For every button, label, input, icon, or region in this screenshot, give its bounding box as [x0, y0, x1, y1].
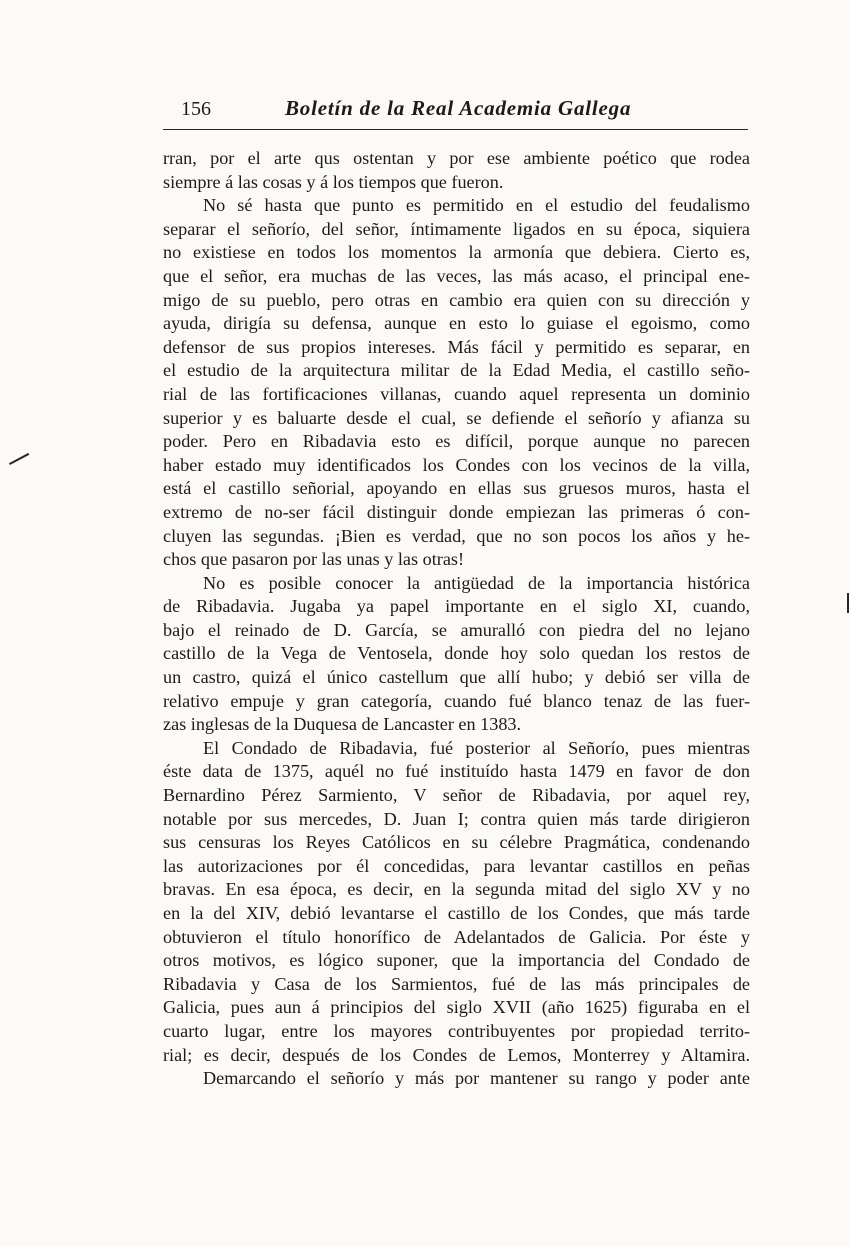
text-line: No sé hasta que punto es permitido en el estudio del feudalismo [203, 195, 750, 216]
text-line: siempre á las cosas y á los tiempos que fueron. [163, 171, 504, 192]
text-line: extremo de no-ser fácil distinguir donde empiezan las primeras ó con- [163, 501, 750, 522]
text-line: Galicia, pues aun á principios del siglo XVII (año 1625) figuraba en el [163, 997, 750, 1018]
text-line: rran, por el arte qus ostentan y por ese ambiente poético que rodea [163, 148, 750, 168]
text-line: bravas. En esa época, es decir, en la segunda mitad del siglo XV y no [163, 879, 750, 900]
text-line: de Ribadavia. Jugaba ya papel importante en el siglo XI, cuando, [163, 596, 750, 617]
text-line: otros motivos, es lógico suponer, que la importancia del Condado de [163, 950, 750, 971]
text-line: rial de las fortificaciones villanas, cuando aquel representa un dominio [163, 383, 750, 404]
text-line: Demarcando el señorío y más por mantener su rango y poder ante [203, 1068, 750, 1089]
text-line: chos que pasaron por las unas y las otras! [163, 549, 465, 570]
text-line: cluyen las segundas. ¡Bien es verdad, que no son pocos los años y he- [163, 525, 750, 546]
journal-title: Boletín de la Real Academia Gallega [285, 96, 632, 120]
text-line: el estudio de la arquitectura militar de la Edad Media, el castillo seño- [163, 360, 750, 381]
text-line: en la del XIV, debió levantarse el castillo de los Condes, que más tarde [163, 903, 750, 923]
text-line: No es posible conocer la antigüedad de la importancia histórica [203, 572, 750, 593]
text-line: está el castillo señorial, apoyando en ellas sus gruesos muros, hasta el [163, 478, 750, 499]
text-line: no existiese en todos los momentos la armonía que debiera. Cierto es, [163, 242, 750, 263]
margin-mark-left [9, 453, 29, 465]
text-line: haber estado muy identificados los Condes con los vecinos de la villa, [163, 454, 750, 475]
text-line: migo de su pueblo, pero otras en cambio era quien con su dirección y [163, 289, 750, 310]
text-line: que el señor, era muchas de las veces, las más acaso, el principal ene- [163, 265, 750, 286]
text-line: Bernardino Pérez Sarmiento, V señor de Ribadavia, por aquel rey, [163, 785, 750, 806]
text-line: defensor de sus propios intereses. Más fácil y permitido es separar, en [163, 336, 750, 357]
text-line: obtuvieron el título honorífico de Adelantados de Galicia. Por éste y [163, 926, 750, 947]
text-line: notable por sus mercedes, D. Juan I; contra quien más tarde dirigieron [163, 808, 750, 829]
text-line: El Condado de Ribadavia, fué posterior al Señorío, pues mientras [203, 737, 750, 758]
text-line: separar el señorío, del señor, íntimamente ligados en su época, siquiera [163, 218, 750, 239]
page-number: 156 [181, 98, 211, 120]
text-line: cuarto lugar, entre los mayores contribuyentes por propiedad territo- [163, 1020, 750, 1041]
body-text [163, 147, 750, 1091]
header-rule [163, 129, 748, 130]
text-line: bajo el reinado de D. García, se amuralló con piedra del no lejano [163, 619, 750, 640]
text-line: relativo empuje y gran categoría, cuando fué blanco tenaz de las fuer- [163, 690, 750, 711]
text-line: Ribadavia y Casa de los Sarmientos, fué de las más principales de [163, 973, 750, 994]
text-line: las autorizaciones por él concedidas, para levantar castillos en peñas [163, 855, 750, 876]
running-header [163, 96, 748, 130]
text-line: ayuda, dirigía su defensa, aunque en esto lo guiase el egoismo, como [163, 313, 750, 334]
text-line: un castro, quizá el único castellum que allí hubo; y debió ser villa de [163, 667, 750, 688]
margin-mark-right [847, 593, 849, 613]
text-line: superior y es baluarte desde el cual, se defiende el señorío y afianza su [163, 407, 750, 428]
text-line: rial; es decir, después de los Condes de Lemos, Monterrey y Altamira. [163, 1044, 750, 1065]
text-line: zas inglesas de la Duquesa de Lancaster en 1383. [163, 714, 522, 735]
text-line: éste data de 1375, aquél no fué instituído hasta 1479 en favor de don [163, 761, 750, 782]
text-line: castillo de la Vega de Ventosela, donde hoy solo quedan los restos de [163, 643, 750, 664]
text-line: poder. Pero en Ribadavia esto es difícil, porque aunque no parecen [163, 431, 750, 452]
text-line: sus censuras los Reyes Católicos en su célebre Pragmática, condenando [163, 832, 750, 853]
